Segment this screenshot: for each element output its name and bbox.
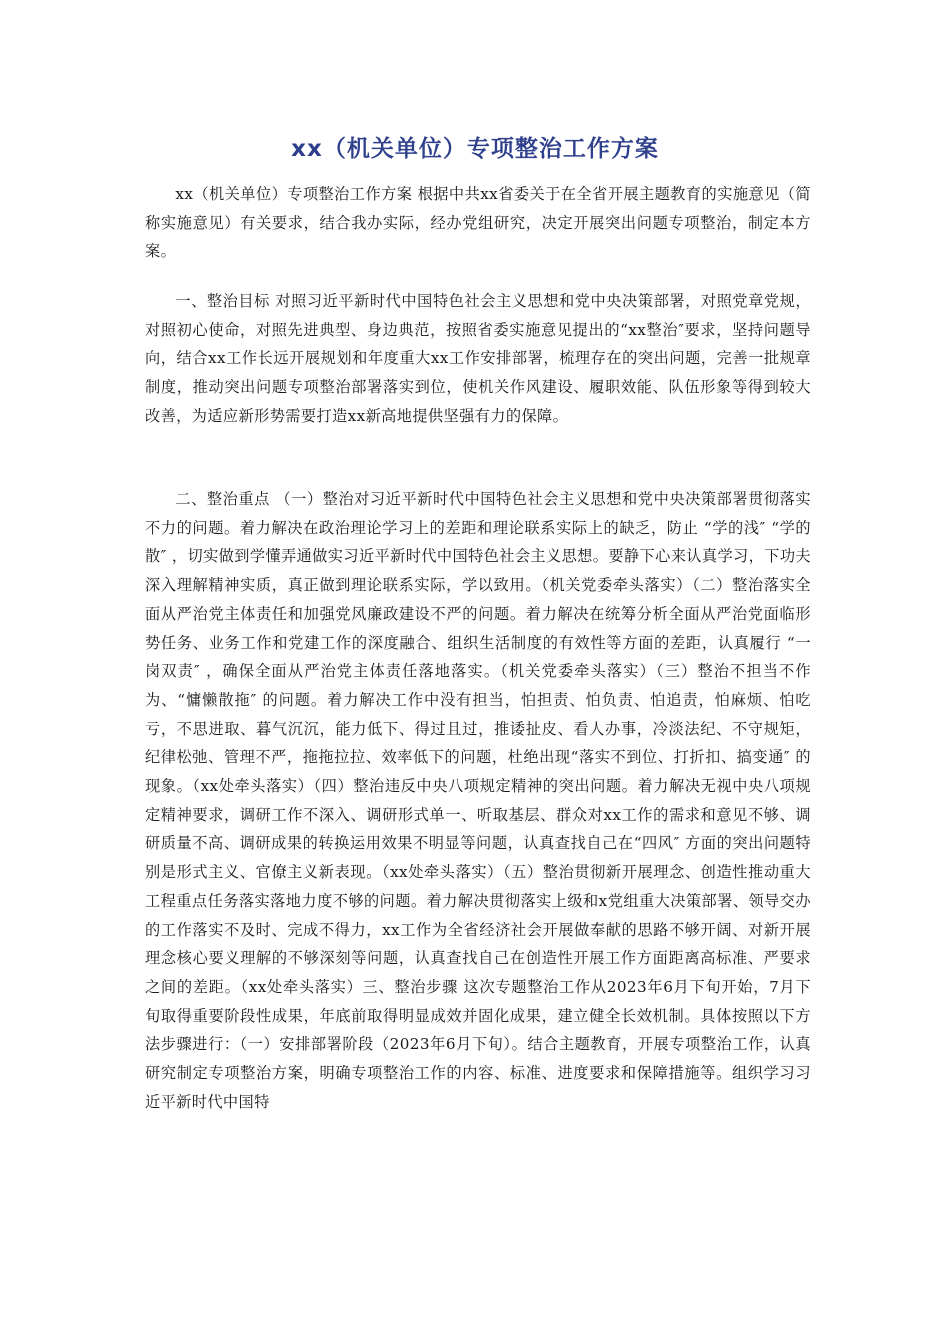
paragraph-goals: 一、整治目标 对照习近平新时代中国特色社会主义思想和党中央决策部署，对照党章党规，对照初心使命，对照先进典型、身边典范，按照省委实施意见提出的“xx整治″要求，坚持问题导向，结合xx工作长远开展规划和年度重大xx工作安排部署，梳理存在的突出问题，完善一批规章制度，推动突出问题专项整治部署落实到位，使机关作风建设、履职效能、队伍形象等得到较大改善，为适应新形势需要打造xx新高地提供坚强有力的保障。 <box>145 292 811 425</box>
paragraph-intro: xx（机关单位）专项整治工作方案 根据中共xx省委关于在全省开展主题教育的实施意见（简称实施意见）有关要求，结合我办实际，经办党组研究，决定开展突出问题专项整治，制定本方案。 <box>145 185 811 261</box>
paragraph-focus: 二、整治重点 （一）整治对习近平新时代中国特色社会主义思想和党中央决策部署贯彻落实不力的问题。着力解决在政治理论学习上的差距和理论联系实际上的缺乏，防止 “学的浅″ “学的散″ ，切实做到学懂弄通做实习近平新时代中国特色社会主义思想。要静下心来认真学习，下功夫深入理解精神实质，真正做到理论联系实际，学以致用。（机关党委牵头落实）（二）整治落实全面从严治党主体责任和加强党风廉政建设不严的问题。着力解决在统筹分析全面从严治党面临形势任务、业务工作和党建工作的深度融合、组织生活制度的有效性等方面的差距，认真履行 “一岗双责″ ，确保全面从严治党主体责任落地落实。（机关党委牵头落实）（三）整治不担当不作为、“慵懒散拖″ 的问题。着力解决工作中没有担当，怕担责、怕负责、怕追责，怕麻烦、怕吃亏，不思进取、暮气沉沉，能力低下、得过且过，推诿扯皮、看人办事，冷淡法纪、不守规矩，纪律松弛、管理不严，拖拖拉拉、效率低下的问题，杜绝出现“落实不到位、打折扣、搞变通″ 的现象。（xx处牵头落实）（四）整治违反中央八项规定精神的突出问题。着力解决无视中央八项规定精神要求，调研工作不深入、调研形式单一、听取基层、群众对xx工作的需求和意见不够、调研质量不高、调研成果的转换运用效果不明显等问题，认真查找自己在“四风″ 方面的突出问题特别是形式主义、官僚主义新表现。（xx处牵头落实）（五）整治贯彻新开展理念、创造性推动重大工程重点任务落实落地力度不够的问题。着力解决贯彻落实上级和x党组重大决策部署、领导交办的工作落实不及时、完成不得力，xx工作为全省经济社会开展做奉献的思路不够开阔、对新开展理念核心要义理解的不够深刻等问题，认真查找自己在创造性开展工作方面距离高标准、严要求之间的差距。（xx处牵头落实）三、整治步骤 这次专题整治工作从2023年6月下旬开始，7月下旬取得重要阶段性成果，年底前取得明显成效并固化成果，建立健全长效机制。具体按照以下方法步骤进行：（一）安排部署阶段（2023年6月下旬）。结合主题教育，开展专项整治工作，认真研究制定专项整治方案，明确专项整治工作的内容、标准、进度要求和保障措施等。组织学习习近平新时代中国特 <box>145 490 811 1111</box>
document-title: xx（机关单位）专项整治工作方案 <box>291 136 659 162</box>
